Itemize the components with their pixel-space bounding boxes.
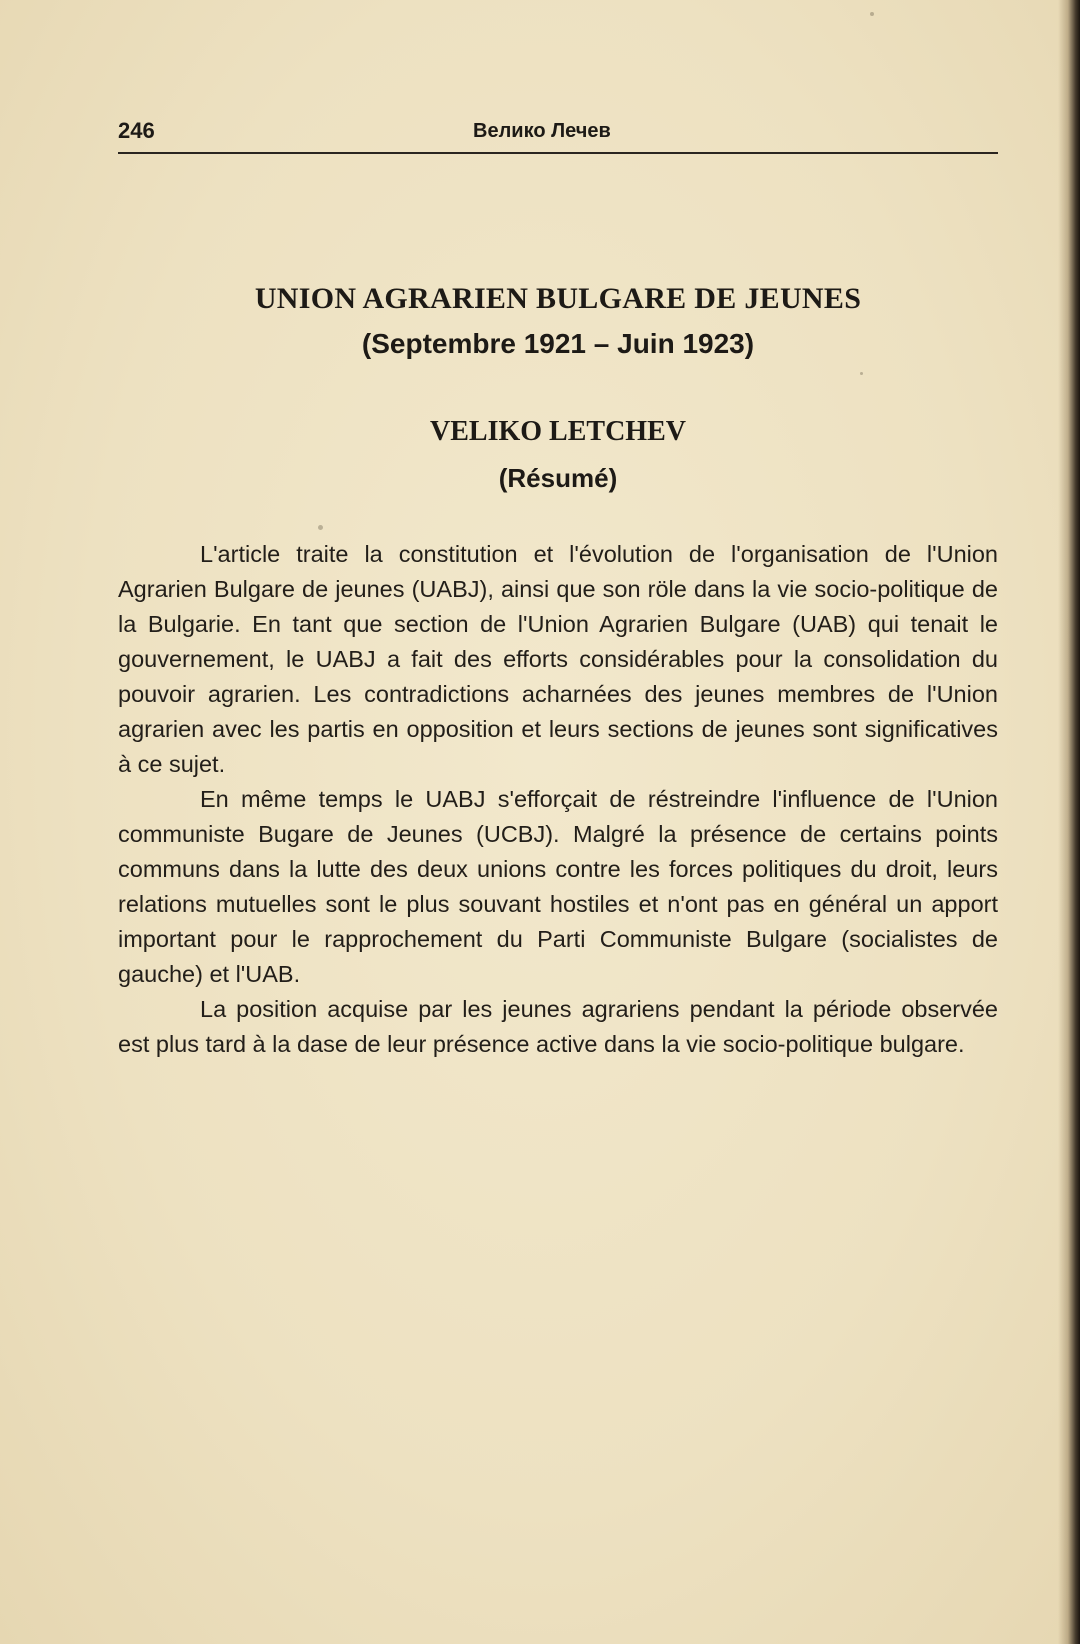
section-label: (Résumé)	[498, 463, 618, 493]
running-title: Велико Лечев	[473, 120, 611, 142]
paper-speck	[860, 372, 863, 375]
abstract-body	[118, 537, 998, 1062]
article-dates: (Septembre 1921 – Juin 1923)	[361, 328, 755, 359]
book-spine-shadow	[1058, 0, 1080, 1644]
paragraph: La position acquise par les jeunes agrariens pendant la période observée est plus tard à la dase de leur présence active dans la vie socio-politique bulgare.	[118, 996, 998, 1057]
paragraph: L'article traite la constitution et l'évolution de l'organisation de l'Union Agrarien Bulgare de jeunes (UABJ), ainsi que son röle dans la vie socio-politique de la Bulgarie. En tant que section de l'Union Agrarien Bulgare (UAB) qui tenait le gouvernement, le UABJ a fait des efforts considérables pour la consolidation du pouvoir agrarien. Les contradictions acharnées des jeunes membres de l'Union agrarien avec les partis en opposition et leurs sections de jeunes sont significatives à ce sujet.	[118, 541, 998, 777]
paragraph: En même temps le UABJ s'efforçait de réstreindre l'influence de l'Union communiste Bugare de Jeunes (UCBJ). Malgré la présence de certains points communs dans la lutte des deux unions contre les forces politiques du droit, leurs relations mutuelles sont le plus souvant hostiles et n'ont pas en général un apport important pour le rapprochement du Parti Communiste Bulgare (socialistes de gauche) et l'UAB.	[118, 786, 998, 987]
article-title: UNION AGRARIEN BULGARE DE JEUNES	[254, 282, 862, 315]
author-name: VELIKO LETCHEV	[430, 416, 686, 447]
running-head	[118, 118, 998, 154]
paper-speck	[318, 525, 323, 530]
page-number: 246	[118, 118, 155, 143]
paper-speck	[870, 12, 874, 16]
